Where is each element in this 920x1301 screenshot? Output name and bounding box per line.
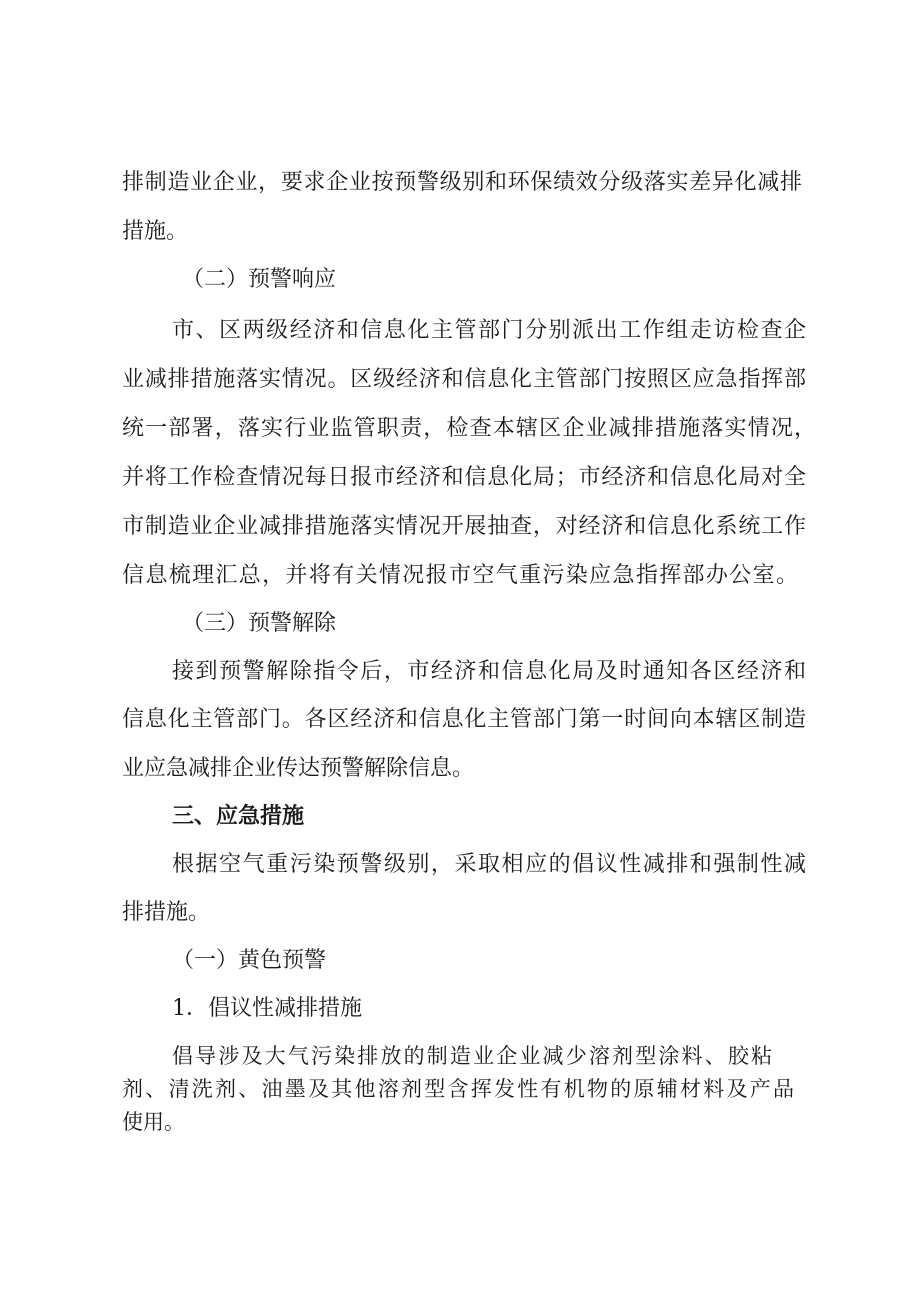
paragraph-line: 使用。: [122, 1110, 185, 1134]
item-heading: 1．倡议性减排措施: [172, 996, 362, 1021]
section-heading: 三、应急措施: [172, 804, 305, 829]
paragraph-line: 业减排措施落实情况。区级经济和信息化主管部门按照区应急指挥部: [122, 367, 806, 392]
paragraph-line: 市制造业企业减排措施落实情况开展抽查，对经济和信息化系统工作: [122, 514, 806, 539]
paragraph-line: 市、区两级经济和信息化主管部门分别派出工作组走访检查企: [172, 318, 806, 343]
paragraph-line: 统一部署，落实行业监管职责，检查本辖区企业减排措施落实情况，: [122, 416, 816, 441]
subsection-heading: （三）预警解除: [182, 611, 337, 636]
paragraph-line: 并将工作检查情况每日报市经济和信息化局；市经济和信息化局对全: [122, 465, 806, 490]
paragraph-line: 排制造业企业，要求企业按预警级别和环保绩效分级落实差异化减排: [122, 170, 802, 195]
subsection-heading: （一）黄色预警: [172, 948, 327, 973]
paragraph-line: 信息梳理汇总，并将有关情况报市空气重污染应急指挥部办公室。: [122, 563, 798, 588]
paragraph-line: 业应急减排企业传达预警解除信息。: [122, 756, 475, 781]
paragraph-line: 根据空气重污染预警级别，采取相应的倡议性减排和强制性减: [172, 852, 806, 877]
paragraph-line: 排措施。: [122, 900, 211, 925]
paragraph-line: 措施。: [122, 219, 189, 244]
subsection-heading: （二）预警响应: [182, 267, 337, 292]
paragraph-line: 剂、清洗剂、油墨及其他溶剂型含挥发性有机物的原辅材料及产品: [122, 1077, 794, 1101]
paragraph-line: 信息化主管部门。各区经济和信息化主管部门第一时间向本辖区制造: [122, 707, 806, 732]
paragraph-line: 接到预警解除指令后，市经济和信息化局及时通知各区经济和: [172, 659, 806, 684]
paragraph-line: 倡导涉及大气污染排放的制造业企业减少溶剂型涂料、胶粘: [172, 1044, 772, 1068]
